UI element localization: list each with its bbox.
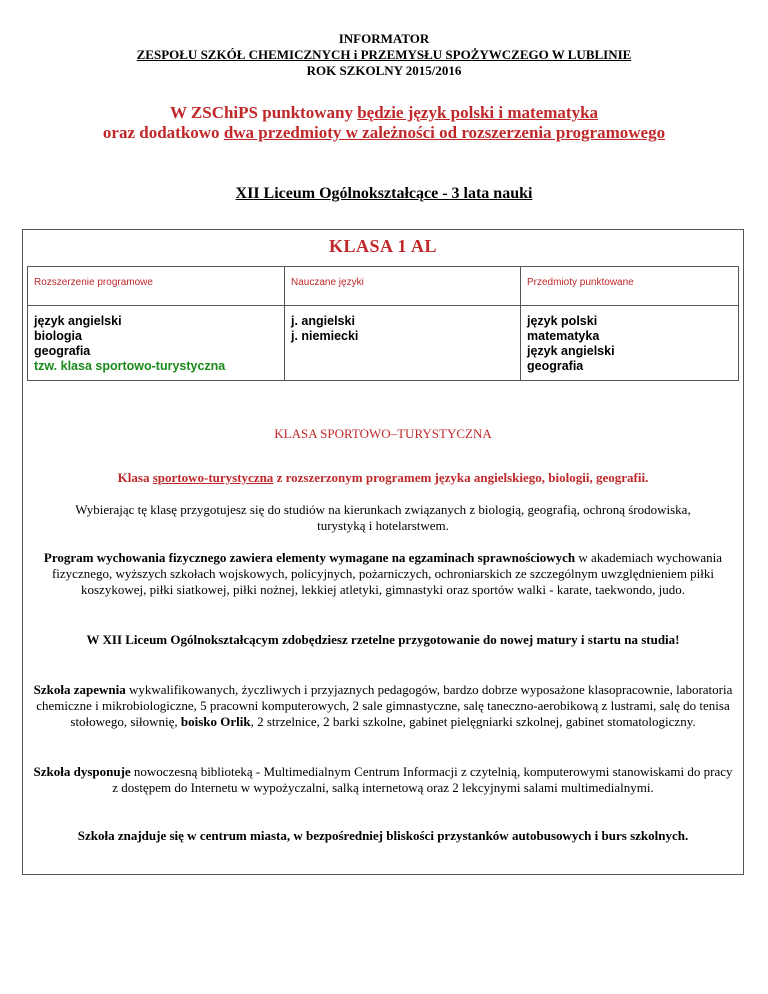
facilities-text: wykwalifikowanych, życzliwych i przyjaznych pedagogów, bardzo dobrze wyposażone klasopracownie, laboratoria chemiczne i mikrobiologiczne, 5 pracowni komputerowych, 2 sale gimnastyczne, salę taneczno-aerobikową z lustrami, salę do tenisa stołowego, siłownię, — [36, 682, 733, 729]
paragraph-location: Szkoła znajduje się w centrum miasta, w bezpośredniej bliskości przystanków autobusowych i burs szkolnych. — [77, 828, 689, 843]
section-title: KLASA SPORTOWO–TURYSTYCZNA — [274, 426, 492, 441]
class-info-box — [22, 229, 744, 875]
paragraph-library — [23, 764, 743, 796]
list-item: język angielski — [527, 344, 615, 358]
facilities-bold-orlik: boisko Orlik — [180, 714, 251, 729]
scoring-headline — [0, 103, 768, 143]
list-item: język polski — [527, 314, 598, 328]
paragraph-matura: W XII Liceum Ogólnokształcącym zdobędziesz rzetelne przygotowanie do nowej matury i startu na studia! — [86, 632, 680, 647]
header-title: INFORMATOR — [338, 31, 430, 46]
paragraph-studies: Wybierając tę klasę przygotujesz się do studiów na kierunkach związanych z biologią, geografią, ochroną środowiska, turystyką i hotelarstwem. — [75, 502, 691, 533]
header-languages: Nauczane języki — [285, 267, 521, 306]
intro-text-c: z rozszerzonym programem języka angielskiego, biologii, geografii. — [273, 470, 649, 485]
list-item: język angielski — [34, 314, 122, 328]
list-item: j. niemiecki — [291, 329, 359, 343]
paragraph-facilities — [23, 682, 743, 730]
languages-cell — [285, 306, 521, 381]
list-item: biologia — [34, 329, 82, 343]
pe-program-text: w akademiach wychowania fizycznego, wyższych szkołach wojskowych, policyjnych, pożarniczych, ochroniarskich ze szczególnym uwzględnieniem piłki koszykowej, piłki siatkowej, piłki nożnej, lekkiej atletyki, gimnastyki oraz sportów walki - karate, taekwondo, judo. — [51, 550, 723, 597]
library-bold: Szkoła dysponuje — [33, 764, 131, 779]
intro-text-a: Klasa — [117, 470, 153, 485]
class-table — [27, 266, 739, 381]
headline-line2-a: oraz dodatkowo — [102, 123, 224, 142]
extension-cell — [28, 306, 285, 381]
header-scored-subjects: Przedmioty punktowane — [521, 267, 739, 306]
scored-subjects-cell — [521, 306, 739, 381]
school-subtitle: XII Liceum Ogólnokształcące - 3 lata nauki — [235, 185, 533, 202]
header-extension: Rozszerzenie programowe — [28, 267, 285, 306]
intro-text-b: sportowo-turystyczna — [152, 470, 274, 485]
headline-line1-a: W ZSChiPS punktowany — [169, 103, 358, 122]
class-title: KLASA 1 AL — [328, 236, 438, 256]
header-school-name: ZESPOŁU SZKÓŁ CHEMICZNYCH i PRZEMYSŁU SPOŻYWCZEGO W LUBLINIE — [136, 47, 632, 62]
table-header-row — [28, 267, 739, 306]
section-intro — [23, 470, 743, 486]
list-item: geografia — [34, 344, 91, 358]
facilities-bold: Szkoła zapewnia — [33, 682, 126, 697]
pe-program-bold: Program wychowania fizycznego zawiera elementy wymagane na egzaminach sprawnościowych — [43, 550, 576, 565]
list-item: j. angielski — [291, 314, 355, 328]
library-text: nowoczesną biblioteką - Multimedialnym Centrum Informacji z czytelnią, komputerowymi stanowiskami do pracy z dostępem do Internetu w wypożyczalni, salką internetową oraz 2 lekcyjnymi salami multimedialnymi. — [112, 764, 733, 795]
headline-line1-b: będzie język polski i matematyka — [357, 103, 599, 122]
table-row — [28, 306, 739, 381]
header-school-year: ROK SZKOLNY 2015/2016 — [306, 63, 462, 78]
facilities-text-2: , 2 strzelnice, 2 barki szkolne, gabinet pielęgniarki szkolnej, gabinet stomatologiczny. — [250, 714, 696, 729]
sports-class-note: tzw. klasa sportowo-turystyczna — [34, 359, 226, 373]
document-header — [0, 31, 768, 79]
paragraph-pe-program — [23, 550, 743, 598]
list-item: geografia — [527, 359, 584, 373]
list-item: matematyka — [527, 329, 600, 343]
headline-line2-b: dwa przedmioty w zależności od rozszerzenia programowego — [223, 123, 666, 142]
